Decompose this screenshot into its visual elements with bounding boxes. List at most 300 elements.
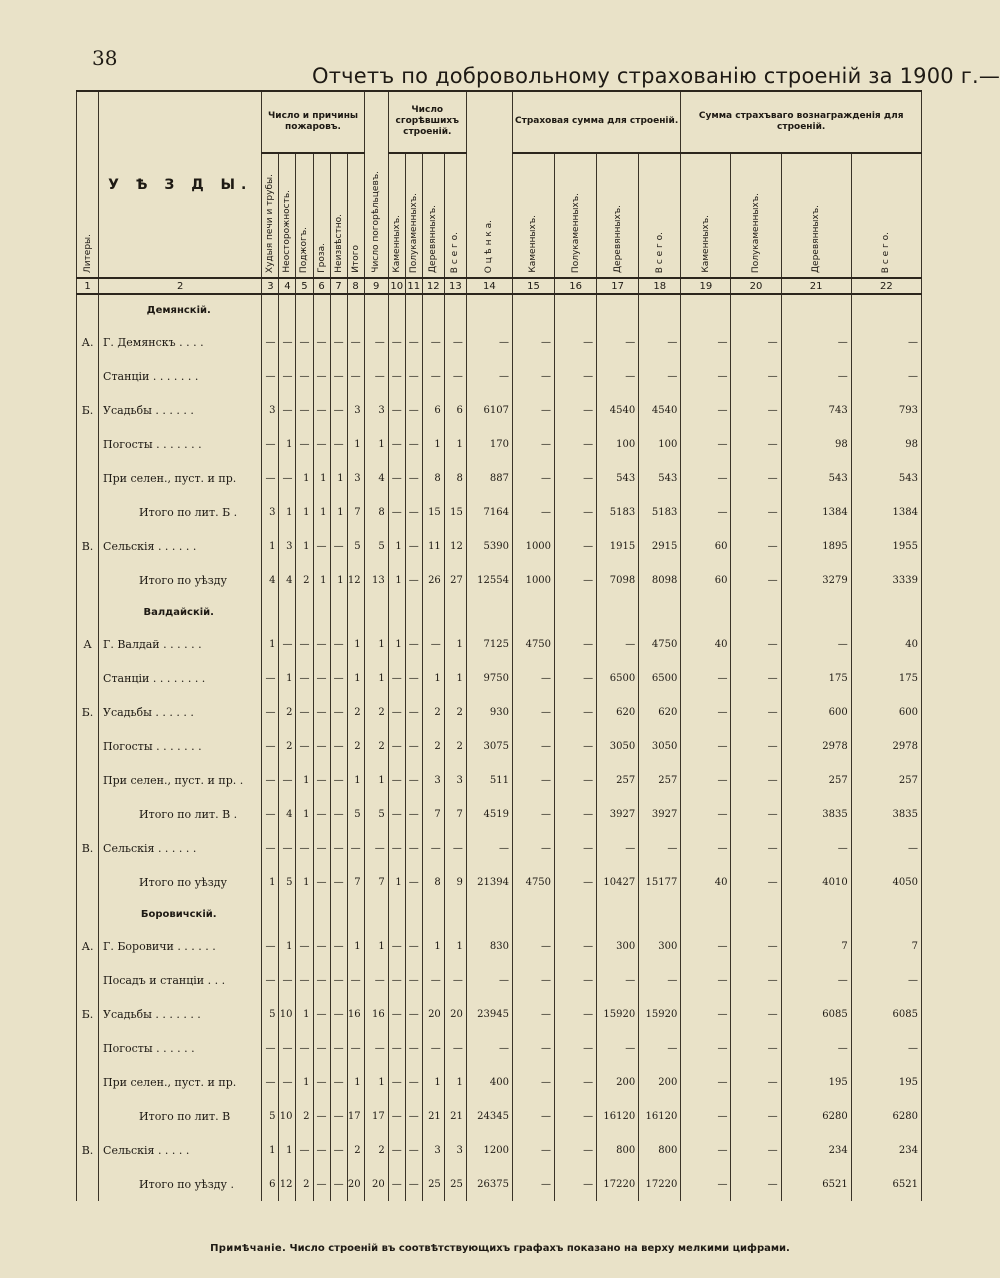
empty-cell (279, 597, 296, 627)
value-cell: 5 (262, 1099, 279, 1133)
value-cell: 300 (639, 929, 681, 963)
value-cell: — (555, 495, 597, 529)
value-cell: — (405, 393, 422, 427)
value-cell: — (330, 1031, 347, 1065)
value-cell: — (388, 661, 405, 695)
table-row (77, 797, 922, 831)
value-cell: — (781, 359, 851, 393)
value-cell: — (512, 1133, 554, 1167)
value-cell: — (347, 1031, 364, 1065)
section-row (77, 899, 922, 929)
value-cell: 2 (296, 1167, 313, 1201)
value-cell: — (313, 695, 330, 729)
literal-cell (77, 427, 99, 461)
value-cell: 15920 (639, 997, 681, 1031)
table-row (77, 325, 922, 359)
row-label: Итого по лит. В . (99, 797, 262, 831)
value-cell: 16120 (639, 1099, 681, 1133)
table-row (77, 1133, 922, 1167)
column-number: 1 (77, 278, 99, 294)
value-cell: 98 (851, 427, 921, 461)
empty-cell (555, 899, 597, 929)
value-cell: — (731, 627, 781, 661)
column-number: 3 (262, 278, 279, 294)
value-cell: 20 (364, 1167, 388, 1201)
value-cell: 200 (597, 1065, 639, 1099)
page-number: 38 (92, 46, 118, 70)
value-cell: — (279, 627, 296, 661)
value-cell: — (555, 797, 597, 831)
value-cell: — (296, 627, 313, 661)
value-cell: 1 (296, 763, 313, 797)
empty-cell (851, 294, 921, 325)
row-label: Итого по лит. Б . (99, 495, 262, 529)
value-cell: 1 (444, 1065, 466, 1099)
column-number: 22 (851, 278, 921, 294)
header-insured-col: Полукаменныхъ. (555, 153, 597, 278)
value-cell: — (681, 797, 731, 831)
value-cell: — (512, 1099, 554, 1133)
value-cell: — (279, 963, 296, 997)
value-cell: 620 (639, 695, 681, 729)
value-cell: 7 (422, 797, 444, 831)
value-cell: — (279, 1031, 296, 1065)
value-cell: — (313, 763, 330, 797)
empty-cell (279, 899, 296, 929)
value-cell: — (330, 929, 347, 963)
column-number: 5 (296, 278, 313, 294)
value-cell: 2 (347, 729, 364, 763)
value-cell: — (555, 393, 597, 427)
value-cell: — (639, 1031, 681, 1065)
value-cell: — (639, 831, 681, 865)
value-cell: — (405, 865, 422, 899)
row-label: Станціи . . . . . . . . (99, 661, 262, 695)
value-cell: — (512, 797, 554, 831)
value-cell: — (296, 729, 313, 763)
table-row (77, 865, 922, 899)
value-cell: 1 (313, 461, 330, 495)
value-cell: — (512, 729, 554, 763)
value-cell: — (422, 1031, 444, 1065)
value-cell: — (555, 1031, 597, 1065)
value-cell: — (330, 1065, 347, 1099)
value-cell: 1 (422, 929, 444, 963)
value-cell: 3050 (639, 729, 681, 763)
value-cell: 234 (781, 1133, 851, 1167)
literal-cell: А (77, 627, 99, 661)
value-cell: 12 (347, 563, 364, 597)
literal-cell (77, 495, 99, 529)
value-cell: — (279, 393, 296, 427)
empty-cell (313, 294, 330, 325)
value-cell: 16120 (597, 1099, 639, 1133)
value-cell: — (466, 831, 512, 865)
value-cell: — (466, 325, 512, 359)
value-cell: — (313, 393, 330, 427)
value-cell: — (405, 1167, 422, 1201)
value-cell: — (555, 929, 597, 963)
value-cell: 3075 (466, 729, 512, 763)
value-cell: 511 (466, 763, 512, 797)
value-cell: 1 (279, 1133, 296, 1167)
value-cell: 15920 (597, 997, 639, 1031)
value-cell: — (681, 461, 731, 495)
header-burnt-group: Число сгорѣвшихъ строеній. (388, 91, 466, 153)
empty-cell (731, 899, 781, 929)
value-cell: 7098 (597, 563, 639, 597)
value-cell: — (512, 427, 554, 461)
value-cell: — (731, 763, 781, 797)
value-cell: 1 (347, 763, 364, 797)
value-cell: 20 (444, 997, 466, 1031)
empty-cell (347, 294, 364, 325)
value-cell: — (330, 1167, 347, 1201)
value-cell: 1 (296, 865, 313, 899)
row-label: Станціи . . . . . . . (99, 359, 262, 393)
value-cell: 3279 (781, 563, 851, 597)
value-cell: 1 (262, 1133, 279, 1167)
value-cell: — (851, 831, 921, 865)
value-cell: — (731, 797, 781, 831)
table-row (77, 1167, 922, 1201)
value-cell: 23945 (466, 997, 512, 1031)
value-cell: 1 (388, 627, 405, 661)
value-cell: — (681, 661, 731, 695)
table-header (77, 91, 922, 294)
value-cell: 1 (296, 1065, 313, 1099)
value-cell: — (405, 831, 422, 865)
empty-cell (262, 597, 279, 627)
value-cell: — (512, 963, 554, 997)
value-cell: — (330, 865, 347, 899)
value-cell: — (313, 359, 330, 393)
value-cell: 21394 (466, 865, 512, 899)
value-cell: — (444, 325, 466, 359)
empty-cell (444, 899, 466, 929)
column-number: 16 (555, 278, 597, 294)
value-cell: 3927 (639, 797, 681, 831)
value-cell: — (296, 393, 313, 427)
value-cell: — (555, 729, 597, 763)
value-cell: — (444, 831, 466, 865)
value-cell: — (731, 661, 781, 695)
empty-cell (347, 597, 364, 627)
value-cell: — (313, 929, 330, 963)
value-cell: 2 (422, 695, 444, 729)
value-cell: — (279, 359, 296, 393)
section-row (77, 294, 922, 325)
value-cell: — (405, 325, 422, 359)
table-row (77, 495, 922, 529)
row-label: Усадьбы . . . . . . (99, 393, 262, 427)
value-cell: — (466, 963, 512, 997)
value-cell: — (555, 1065, 597, 1099)
value-cell: 1 (364, 1065, 388, 1099)
value-cell: — (330, 763, 347, 797)
value-cell: — (405, 563, 422, 597)
value-cell: 1 (388, 865, 405, 899)
value-cell: 930 (466, 695, 512, 729)
value-cell: — (279, 831, 296, 865)
value-cell: — (512, 1167, 554, 1201)
value-cell: 1 (444, 627, 466, 661)
value-cell: — (681, 495, 731, 529)
value-cell: — (555, 563, 597, 597)
value-cell: — (597, 831, 639, 865)
value-cell: — (405, 729, 422, 763)
value-cell: — (444, 359, 466, 393)
value-cell: 1 (279, 661, 296, 695)
table-row (77, 393, 922, 427)
row-label: Г. Боровичи . . . . . . (99, 929, 262, 963)
value-cell: 1 (313, 563, 330, 597)
column-number: 21 (781, 278, 851, 294)
value-cell: 10427 (597, 865, 639, 899)
value-cell: 4 (364, 461, 388, 495)
value-cell: — (388, 1065, 405, 1099)
table-row (77, 661, 922, 695)
value-cell: — (681, 997, 731, 1031)
value-cell: 10 (279, 1099, 296, 1133)
value-cell: — (731, 393, 781, 427)
value-cell: — (388, 997, 405, 1031)
value-cell: — (405, 695, 422, 729)
value-cell: — (681, 1099, 731, 1133)
value-cell: — (262, 729, 279, 763)
value-cell: 20 (347, 1167, 364, 1201)
value-cell: — (296, 695, 313, 729)
value-cell: — (555, 627, 597, 661)
value-cell: — (330, 1099, 347, 1133)
value-cell: 543 (639, 461, 681, 495)
header-burnt-col: Деревянныхъ. (422, 153, 444, 278)
value-cell: — (330, 325, 347, 359)
value-cell: 2 (364, 695, 388, 729)
value-cell: — (405, 1031, 422, 1065)
value-cell: — (555, 865, 597, 899)
value-cell: 17 (347, 1099, 364, 1133)
value-cell: 6280 (781, 1099, 851, 1133)
literal-cell (77, 763, 99, 797)
value-cell: 3 (347, 461, 364, 495)
empty-cell (388, 899, 405, 929)
value-cell: 543 (597, 461, 639, 495)
column-number: 12 (422, 278, 444, 294)
value-cell: — (422, 325, 444, 359)
table-row (77, 461, 922, 495)
column-number-row (77, 278, 922, 294)
value-cell: — (364, 1031, 388, 1065)
empty-cell (851, 597, 921, 627)
column-number: 2 (99, 278, 262, 294)
value-cell: 12 (279, 1167, 296, 1201)
value-cell: 4010 (781, 865, 851, 899)
value-cell: — (313, 1099, 330, 1133)
value-cell: 1 (347, 1065, 364, 1099)
table-row (77, 427, 922, 461)
value-cell: — (262, 1031, 279, 1065)
literal-cell (77, 294, 99, 325)
empty-cell (296, 294, 313, 325)
value-cell: — (681, 393, 731, 427)
value-cell: — (555, 1099, 597, 1133)
header-fires-col: Неизвѣстно. (330, 153, 347, 278)
value-cell: — (330, 963, 347, 997)
value-cell: 5 (364, 529, 388, 563)
header-literal: Литеры. (77, 91, 99, 278)
empty-cell (681, 294, 731, 325)
row-label: Погосты . . . . . . (99, 1031, 262, 1065)
value-cell: 2 (444, 695, 466, 729)
table-row (77, 929, 922, 963)
empty-cell (639, 597, 681, 627)
value-cell: 1 (262, 529, 279, 563)
value-cell: — (262, 661, 279, 695)
value-cell: 1 (279, 495, 296, 529)
value-cell: — (555, 359, 597, 393)
value-cell: — (512, 1031, 554, 1065)
value-cell: — (555, 427, 597, 461)
value-cell: 5 (279, 865, 296, 899)
empty-cell (364, 294, 388, 325)
value-cell: — (330, 529, 347, 563)
value-cell: 2978 (781, 729, 851, 763)
value-cell: 7 (364, 865, 388, 899)
value-cell: 6 (262, 1167, 279, 1201)
value-cell: 3835 (781, 797, 851, 831)
value-cell: — (466, 359, 512, 393)
value-cell: 1 (262, 865, 279, 899)
empty-cell (555, 597, 597, 627)
column-number: 15 (512, 278, 554, 294)
value-cell: — (388, 963, 405, 997)
header-fires-col: Гроза. (313, 153, 330, 278)
value-cell: — (347, 963, 364, 997)
value-cell: 195 (781, 1065, 851, 1099)
value-cell: 234 (851, 1133, 921, 1167)
value-cell: 793 (851, 393, 921, 427)
value-cell: — (681, 325, 731, 359)
value-cell: — (781, 963, 851, 997)
value-cell: 3 (262, 393, 279, 427)
value-cell: — (262, 963, 279, 997)
empty-cell (422, 899, 444, 929)
value-cell: — (405, 929, 422, 963)
value-cell: 17220 (597, 1167, 639, 1201)
table-row (77, 729, 922, 763)
value-cell: 1000 (512, 563, 554, 597)
table-row (77, 563, 922, 597)
insurance-report-table-wrap (76, 90, 922, 1201)
column-number: 17 (597, 278, 639, 294)
value-cell: 1895 (781, 529, 851, 563)
value-cell: 1 (422, 1065, 444, 1099)
section-title: Валдайскій. (99, 597, 262, 627)
table-row (77, 1031, 922, 1065)
value-cell: — (555, 529, 597, 563)
header-fires-col: Итого (347, 153, 364, 278)
value-cell: — (405, 359, 422, 393)
value-cell: — (262, 325, 279, 359)
literal-cell (77, 899, 99, 929)
value-cell: 2 (364, 1133, 388, 1167)
value-cell: 4750 (512, 865, 554, 899)
value-cell: — (313, 1133, 330, 1167)
empty-cell (313, 597, 330, 627)
value-cell: — (313, 427, 330, 461)
value-cell: — (313, 797, 330, 831)
value-cell: 4540 (639, 393, 681, 427)
header-victims: Число погорѣльцевъ. (364, 91, 388, 278)
table-row (77, 1065, 922, 1099)
footnote-text: Число строеній въ соотвѣтствующихъ графахъ показано на верху мелкими цифрами. (286, 1243, 790, 1254)
value-cell: — (330, 695, 347, 729)
value-cell: 2915 (639, 529, 681, 563)
value-cell: 1 (296, 529, 313, 563)
value-cell: 3 (444, 1133, 466, 1167)
value-cell: 8 (422, 865, 444, 899)
value-cell: — (347, 831, 364, 865)
literal-cell: В. (77, 831, 99, 865)
value-cell: 40 (681, 627, 731, 661)
value-cell: — (639, 325, 681, 359)
empty-cell (330, 294, 347, 325)
section-title: Боровичскій. (99, 899, 262, 929)
literal-cell (77, 797, 99, 831)
header-insured-col: Каменныхъ. (512, 153, 554, 278)
value-cell: 1 (330, 563, 347, 597)
row-label: Г. Валдай . . . . . . (99, 627, 262, 661)
value-cell: — (731, 865, 781, 899)
value-cell: 1384 (781, 495, 851, 529)
empty-cell (731, 597, 781, 627)
value-cell: 4750 (639, 627, 681, 661)
empty-cell (388, 294, 405, 325)
value-cell: — (781, 1031, 851, 1065)
value-cell: — (364, 359, 388, 393)
value-cell: — (555, 1167, 597, 1201)
value-cell: — (639, 963, 681, 997)
literal-cell (77, 1031, 99, 1065)
value-cell: 12 (444, 529, 466, 563)
value-cell: — (512, 997, 554, 1031)
value-cell: — (681, 763, 731, 797)
value-cell: — (681, 1065, 731, 1099)
value-cell: 60 (681, 529, 731, 563)
value-cell: 2978 (851, 729, 921, 763)
column-number: 6 (313, 278, 330, 294)
value-cell: — (731, 529, 781, 563)
value-cell: 170 (466, 427, 512, 461)
empty-cell (639, 899, 681, 929)
header-reward-col: Каменныхъ. (681, 153, 731, 278)
value-cell: 2 (444, 729, 466, 763)
row-label: Итого по уѣзду (99, 563, 262, 597)
row-label: Усадьбы . . . . . . (99, 695, 262, 729)
value-cell: 5 (262, 997, 279, 1031)
value-cell: — (262, 763, 279, 797)
value-cell: — (388, 359, 405, 393)
value-cell: — (731, 1065, 781, 1099)
value-cell: 40 (851, 627, 921, 661)
value-cell: — (313, 529, 330, 563)
value-cell: — (466, 1031, 512, 1065)
value-cell: 543 (851, 461, 921, 495)
row-label: Итого по уѣзду . (99, 1167, 262, 1201)
header-reward-col: Полукаменныхъ. (731, 153, 781, 278)
value-cell: 10 (279, 997, 296, 1031)
